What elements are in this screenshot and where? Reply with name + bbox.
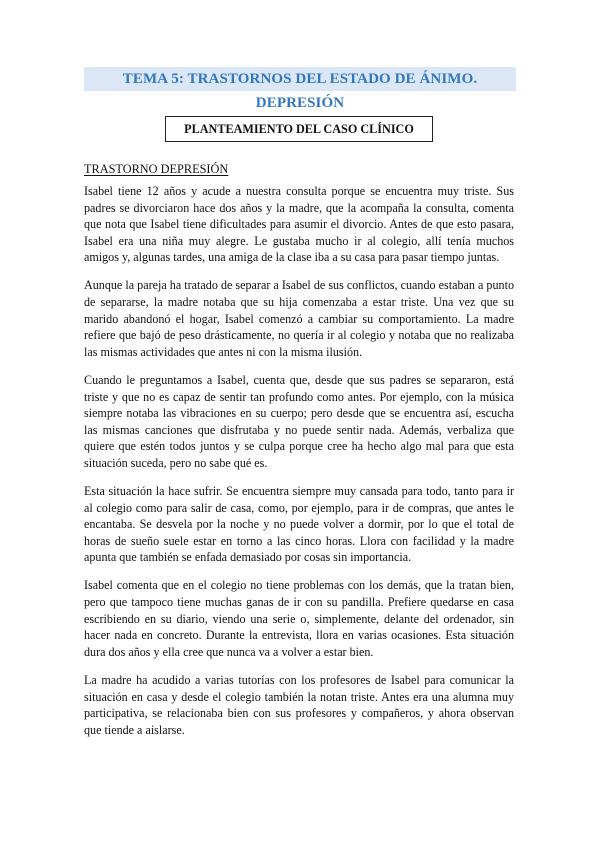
paragraph-2: Aunque la pareja ha tratado de separar a Isabel de sus conflictos, cuando estaban a punto de separarse, la madre notaba que su hija comenzaba a estar triste. Una vez que su marido abandonó el hogar, Isabel comenzó a cambiar su comportamiento. La madre refiere que bajó de peso drásticamente, no quería ir al colegio y notaba que no realizaba las mismas actividades que antes ni con la misma ilusión. (84, 278, 514, 359)
case-body (84, 183, 514, 750)
section-heading: TRASTORNO DEPRESIÓN (84, 162, 229, 176)
paragraph-4: Esta situación la hace sufrir. Se encuentra siempre muy cansada para todo, tanto para ir al colegio como para salir de casa, como, por ejemplo, para ir de compras, que antes le encantaba. Se desvela por la noche y no puede volver a dormir, por lo que el total de horas de sueño suele estar en torno a las cinco horas. Llora con facilidad y la madre apunta que también se enfada demasiado por cosas sin importancia. (84, 484, 514, 565)
page-title: TEMA 5: TRASTORNOS DEL ESTADO DE ÁNIMO. DEPRESIÓN (122, 71, 478, 111)
paragraph-1: Isabel tiene 12 años y acude a nuestra consulta porque se encuentra muy triste. Sus padres se divorciaron hace dos años y la madre, que la acompaña la consulta, comenta que nota que Isabel tiene dificultades para asumir el divorcio. Antes de que esto pasara, Isabel era una niña muy alegre. Le gustaba mucho ir al colegio, allí tenía muchos amigos y, algunas tardes, una amiga de la clase iba a su casa para pasar tiempo juntas. (84, 184, 514, 265)
paragraph-5: Isabel comenta que en el colegio no tiene problemas con los demás, que la tratan bien, pero que tampoco tiene muchas ganas de ir con su pandilla. Prefiere quedarse en casa escribiendo en su diario, viendo una serie o, simplemente, delante del ordenador, sin hacer nada en concreto. Durante la entrevista, llora en varias ocasiones. Esta situación dura dos años y ella cree que nunca va a volver a estar bien. (84, 578, 514, 659)
paragraph-3: Cuando le preguntamos a Isabel, cuenta que, desde que sus padres se separaron, está triste y que no es capaz de sentir tan profundo como antes. Por ejemplo, con la música siempre notaba las vibraciones en su cuerpo; pero desde que se encuentra así, escucha las mismas canciones que disfrutaba y no puede sentir nada. Además, verbaliza que quiere que estén todos juntos y se culpa porque cree ha hecho algo mal para que esta situación suceda, pero no sabe qué es. (84, 372, 514, 470)
case-heading-box: PLANTEAMIENTO DEL CASO CLÍNICO (165, 116, 433, 142)
paragraph-6: La madre ha acudido a varias tutorías con los profesores de Isabel para comunicar la situación en casa y desde el colegio también la notan triste. Antes era una alumna muy participativa, se relacionaba bien con sus profesores y compañeros, y ahora observan que tiende a aislarse. (84, 672, 514, 737)
